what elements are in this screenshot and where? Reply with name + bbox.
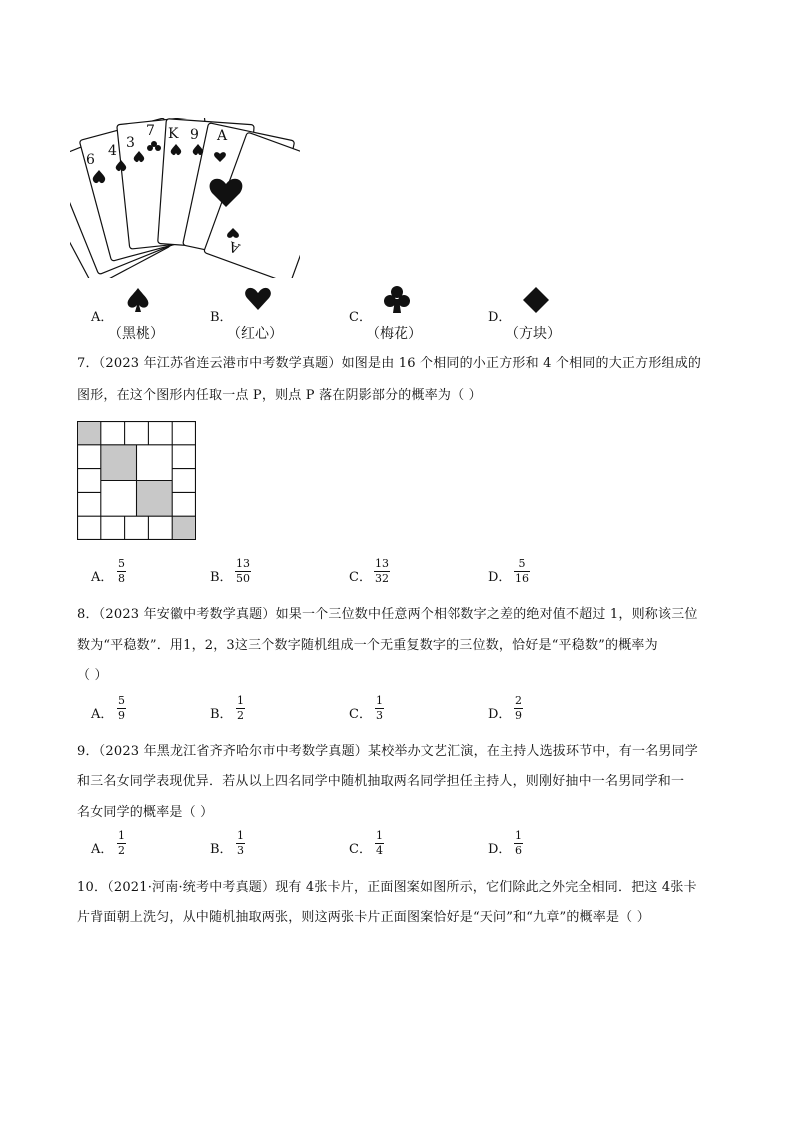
square-grid-figure — [77, 421, 196, 540]
option-b-label: B． — [210, 570, 233, 585]
shaded-small-square — [172, 516, 195, 539]
shaded-small-square — [78, 422, 101, 445]
option-b-caption: （红心） — [227, 326, 283, 342]
playing-cards-figure — [70, 118, 300, 278]
card-label: 7 — [146, 123, 155, 139]
card-label: A — [217, 128, 228, 144]
option-d-fraction: 2 9 — [515, 694, 522, 722]
shaded-large-square — [101, 445, 137, 481]
option-d-fraction: 5 16 — [515, 557, 529, 585]
question-8-text-line3: （ ） — [77, 668, 108, 683]
option-b-fraction: 13 50 — [236, 557, 250, 585]
option-b-fraction: 1 3 — [237, 829, 244, 857]
option-d-fraction: 1 6 — [515, 829, 522, 857]
question-8-text-line2: 数为“平稳数”．用1，2，3这三个数字随机组成一个无重复数字的三位数，恰好是“平稳数”的概率为 — [77, 638, 658, 653]
question-9-text-line3: 名女同学的概率是（ ） — [77, 805, 214, 820]
option-a-label: A． — [91, 707, 114, 722]
option-d-label: D． — [488, 842, 512, 857]
diamond-icon — [522, 286, 550, 314]
option-b-label: B． — [210, 842, 233, 857]
option-d-label: D． — [488, 707, 512, 722]
option-a-caption: （黑桃） — [108, 326, 164, 342]
option-c-label: C． — [349, 310, 372, 325]
card-label: K — [168, 126, 179, 142]
option-b-label: B． — [210, 707, 233, 722]
option-d-caption: （方块） — [505, 326, 561, 342]
question-7-text-line1: 7．（2023 年江苏省连云港市中考数学真题）如图是由 16 个相同的小正方形和 4 个相同的大正方形组成的 — [77, 356, 702, 371]
option-c-fraction: 13 32 — [375, 557, 389, 585]
option-d-label: D． — [488, 570, 512, 585]
option-c-label: C． — [349, 570, 372, 585]
shaded-large-square — [137, 481, 173, 517]
question-9-text-line2: 和三名女同学表现优异．若从以上四名同学中随机抽取两名同学担任主持人，则刚好抽中一名男同学和一 — [77, 774, 685, 789]
card-label: A — [227, 237, 243, 257]
spade-icon — [124, 286, 152, 314]
card-label: 6 — [86, 152, 95, 168]
option-b-label: B． — [210, 310, 233, 325]
question-10-text-line2: 片背面朝上洗匀，从中随机抽取两张，则这两张卡片正面图案恰好是“天问”和“九章”的概率是（ ） — [77, 910, 650, 925]
card-label: 3 — [126, 135, 135, 151]
option-a-label: A． — [91, 310, 114, 325]
club-icon — [383, 285, 411, 315]
question-9-text-line1: 9．（2023 年黑龙江省齐齐哈尔市中考数学真题）某校举办文艺汇演，在主持人选拔环节中，有一名男同学 — [77, 744, 698, 759]
question-10-text-line1: 10．（2021·河南·统考中考真题）现有 4张卡片，正面图案如图所示，它们除此之外完全相同．把这 4张卡 — [77, 880, 697, 895]
option-c-fraction: 1 3 — [376, 694, 383, 722]
option-a-fraction: 1 2 — [118, 829, 125, 857]
option-c-label: C． — [349, 842, 372, 857]
card-label: 4 — [108, 143, 117, 159]
option-a-label: A． — [91, 842, 114, 857]
question-7-text-line2: 图形，在这个图形内任取一点 P，则点 P 落在阴影部分的概率为（ ） — [77, 388, 482, 403]
option-a-fraction: 5 9 — [118, 694, 125, 722]
option-a-label: A． — [91, 570, 114, 585]
option-b-fraction: 1 2 — [237, 694, 244, 722]
option-a-fraction: 5 8 — [118, 557, 125, 585]
card-label: 9 — [190, 127, 199, 143]
option-c-label: C． — [349, 707, 372, 722]
option-c-caption: （梅花） — [366, 326, 422, 342]
question-8-text-line1: 8．（2023 年安徽中考数学真题）如果一个三位数中任意两个相邻数字之差的绝对值不超过 1，则称该三位 — [77, 607, 698, 622]
option-c-fraction: 1 4 — [376, 829, 383, 857]
option-d-label: D． — [488, 310, 512, 325]
heart-icon — [244, 286, 272, 312]
